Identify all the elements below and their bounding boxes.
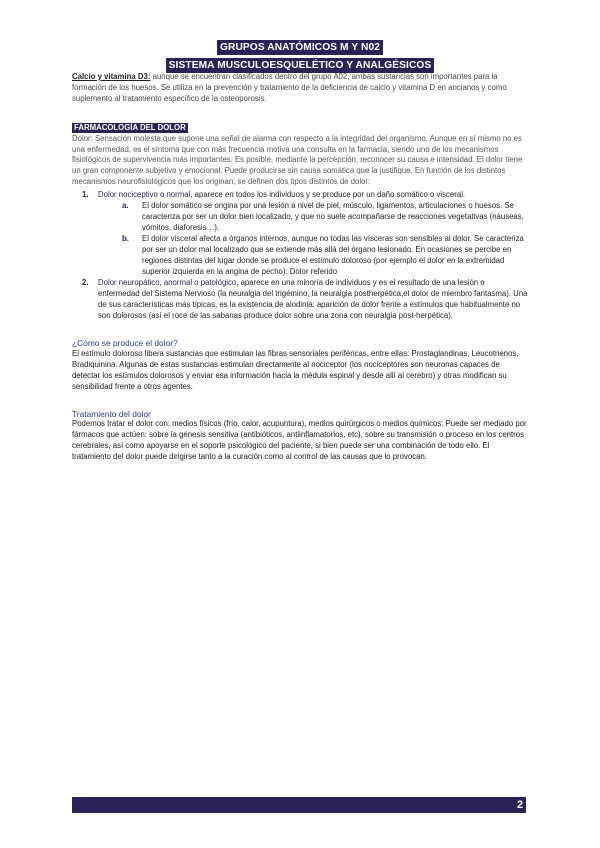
calcio-term: Calcio y vitamina D3: [72,72,151,81]
pain-subtypes-list [98,201,528,277]
title-line-1: GRUPOS ANATÓMICOS M Y N02 [217,40,383,55]
pain-type-text: , aparece en todos los individuos y se produce por un daño somático o visceral. [190,190,466,200]
document-title [0,37,600,73]
page-number: 2 [517,799,524,811]
pain-type-item [82,278,528,322]
calcio-paragraph [72,72,528,105]
tratamiento-heading: Tratamiento del dolor [72,408,151,419]
pain-type-item [82,190,528,277]
pain-type-number: 2. [82,278,89,288]
como-heading: ¿Cómo se produce el dolor? [72,338,178,349]
pain-subtype-item [122,233,528,278]
pain-subtype-letter: a. [122,201,129,211]
pain-type-name: Dolor neuropático, anormal o patológico [98,278,237,288]
document-body [72,72,528,463]
como-text: El estímulo doloroso libera sustancias que estimulan las fibras sensoriales periféricas, entre ellas: Prostaglandinas, Leucotrienos, Bradiquinina. Algunas de estas sustancias estimulan directamente al nociceptor (los nociceptores son neuronas capaces de detectar los estímulos dolorosos y enviar esa información hacia la médula espinal y desde allí al cerebro) y otras modifican su sensibilidad frente a otros agentes. [72,348,519,391]
pain-type-number: 1. [82,190,89,200]
pain-subtype-letter: b. [122,233,129,243]
pain-subtype-text: El dolor somático se origina por una lesión a nivel de piel, músculo, ligamentos, articulaciones o huesos. Se caracteriza por ser un dolor bien localizado, y que no suele acompañarse de reacciones vegetativas (náuseas, vómitos, diaforesis…). [142,201,524,232]
pain-type-name: Dolor nociceptivo o normal [98,190,191,200]
calcio-text: aunque se encuentran clasificados dentro del grupo A02, ambas sustancias son importantes para la formación de los huesos. Se utiliza en la prevención y tratamiento de la deficiencia de calcio y vitamina D en ancianos y como suplemento al tratamiento específico de la osteoporosis. [72,72,507,103]
farmacologia-heading: FARMACOLOGÍA DEL DOLOR [74,122,186,132]
pain-types-list [72,190,528,322]
footer-bar [72,797,526,813]
dolor-definition: Dolor: Sensación molesta que supone una señal de alarma con respecto a la integridad del organismo. Aunque en sí mismo no es una enfermedad, es el síntoma que con más frecuencia motiva una consulta en la farmacia, siendo uno de los mecanismos fisiológicos de supervivencia más importantes. Es posible, mediante la percepción, reconocer su causa e intensidad. El dolor tiene un gran componente subjetivo y emocional. Puede producirse sin causa somática que la justifique. En función de los distintos mecanismos neurofisiológicos que los originan, se definen dos tipos distintos de dolor: [72,133,523,187]
pain-type-text: , aparece en una minoría de individuos y es el resultado de una lesión o enfermedad del Sistema Nervioso (la neuralgia del trigémino, la neuralgia postherpética,el dolor de miembro fantasma). Una de sus características más típicas, es la existencia de alodinia: aparición de dolor frente a estímulos que habitualmente no son dolorosos (así el roce de las sabanas produce dolor sobre una zona con neuralgia post-herpética). [98,278,528,321]
tratamiento-text: Podemos tratar el dolor con: medios físicos (frío, calor, acupuntura), medios quirúrgicos o medios químicos: Puede ser mediado por fármacos que actúen: sobre la génesis sensitiva (antibióticos, antiinflamatorios, etc), sobre su transmisión o proceso en los centros cerebrales, así como apoyarse en el soporte psicológico del paciente, si bien puede ser una combinación de todo ello. El tratamiento del dolor puede dirigirse tanto a la curación como al control de las causas que lo provocan. [72,419,527,462]
pain-subtype-text: El dolor visceral afecta a órganos internos, aunque no todas las vísceras son sensibles al dolor. Se caracteriza por ser un dolor mal localizado que se extiende más allá del órgano lesionado. En ocasiones se percibe en regiones distintas del lugar donde se produce el estímulo doloroso (por ejemplo el dolor en la extremidad superior izquierda en la angina de pecho): Dolor referido [142,233,524,276]
title-line-2: SISTEMA MUSCULOESQUELÉTICO Y ANALGÉSICOS [166,58,435,73]
pain-subtype-item [122,201,528,234]
